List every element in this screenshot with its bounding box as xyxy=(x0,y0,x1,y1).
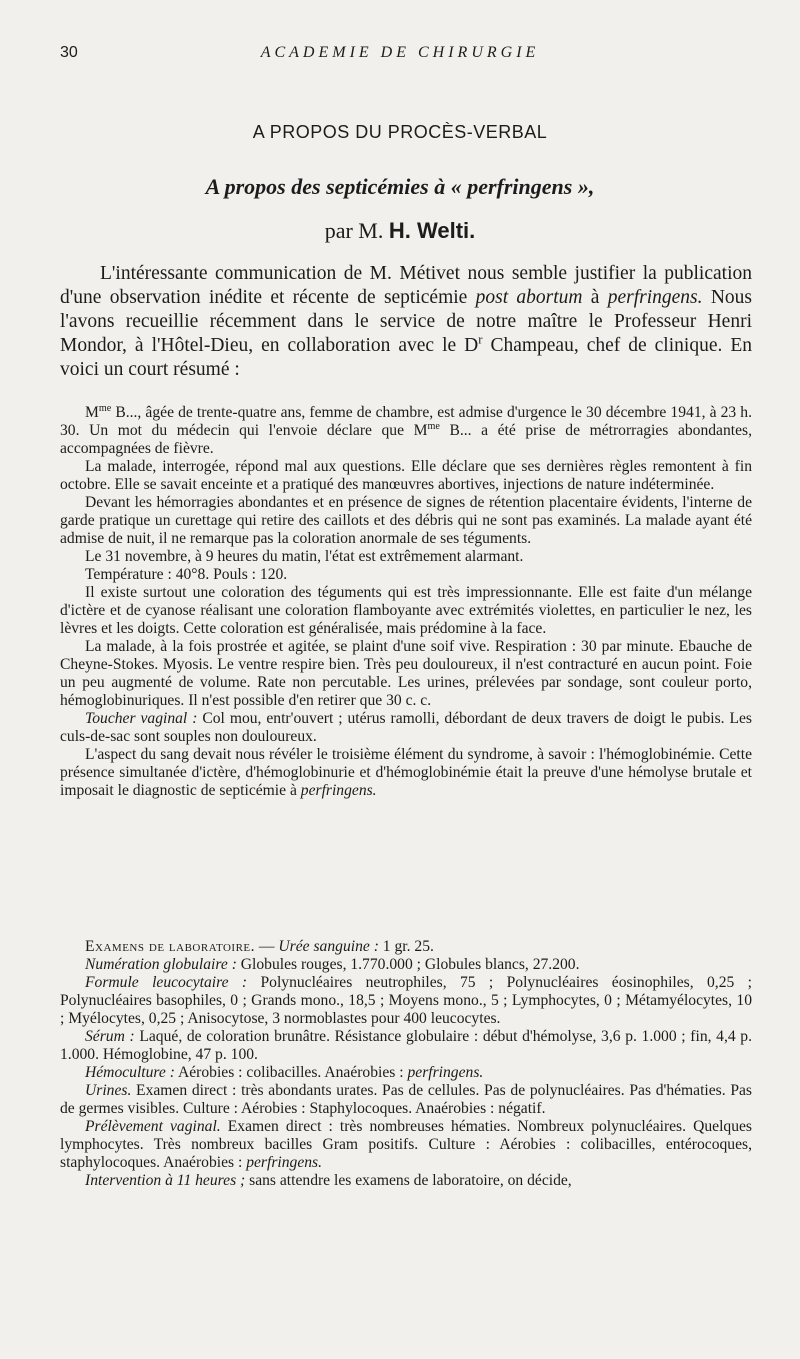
lab-label: Intervention à 11 heures ; xyxy=(85,1172,246,1189)
lab-paragraph xyxy=(60,974,752,1028)
case-superscript: me xyxy=(427,420,440,432)
intro-paragraph xyxy=(60,262,752,382)
lab-label: Urines. xyxy=(85,1082,132,1099)
lab-paragraph xyxy=(60,1118,752,1172)
lab-text: Aérobies : colibacilles. Anaérobies : xyxy=(174,1064,408,1081)
running-header xyxy=(0,44,800,66)
case-label: Toucher vaginal : xyxy=(85,710,198,727)
intro-text: Nous l'avons recueillie récemment dans le service de notre maître le Professeur Henri Mondor, à l'Hôtel-Dieu, en collaboration avec le D xyxy=(60,287,752,356)
lab-paragraph xyxy=(60,956,752,974)
page-number: 30 xyxy=(60,44,78,61)
case-paragraph xyxy=(60,404,752,458)
case-text: Col mou, entr'ouvert ; utérus ramolli, débordant de deux travers de doigt le pubis. Les culs-de-sac sont souples non douloureux. xyxy=(60,710,753,745)
lab-italic: perfringens. xyxy=(246,1154,323,1171)
case-text: M xyxy=(85,404,99,421)
case-paragraph: Devant les hémorragies abondantes et en présence de signes de rétention placentaire évidents, l'interne de garde pratique un curettage qui retire des caillots et des débris qui ne sont pas examinés. La malade ayant été admise de nuit, il ne remarque pas la coloration anormale de ses téguments. xyxy=(60,494,752,547)
case-italic: perfringens. xyxy=(300,782,377,799)
article-title: A propos des septicémies à « perfringens », xyxy=(205,174,595,199)
lab-text: Polynucléaires neutrophiles, 75 ; Polynucléaires éosinophiles, 0,25 ; Polynucléaires basophiles, 0 ; Grands mono., 18,5 ; Moyens mono., 5 ; Lymphocytes, 0 ; Métamyélocytes, 10 ; Myélocytes, 0,25 ; Anisocytose, 3 normoblastes pour 400 leucocytes. xyxy=(60,974,752,1027)
lab-label: Prélèvement vaginal. xyxy=(85,1118,221,1135)
author-name: H. Welti. xyxy=(388,218,476,243)
lab-text: 1 gr. 25. xyxy=(378,938,434,955)
lab-text: — xyxy=(255,938,279,955)
lab-italic: perfringens. xyxy=(407,1064,484,1081)
case-paragraph: Le 31 novembre, à 9 heures du matin, l'état est extrêmement alarmant. xyxy=(85,548,524,565)
lab-heading: Examens de laboratoire. xyxy=(85,938,256,955)
case-paragraph: La malade, à la fois prostrée et agitée, se plaint d'une soif vive. Respiration : 30 par minute. Ebauche de Cheyne-Stokes. Myosis. Le ventre respire bien. Très peu douloureux, il n'est contracturé en aucun point. Foie un peu augmenté de volume. Rate non percutable. Les urines, prélevées par sondage, sont couleur porto, hémoglobinuriques. Il n'est possible d'en retirer que 30 c. c. xyxy=(60,638,752,709)
intro-text: Champeau, chef de clinique. En voici un court résumé : xyxy=(60,335,752,380)
lab-text: sans attendre les examens de laboratoire, on décide, xyxy=(245,1172,572,1189)
intro-text: à xyxy=(582,287,608,308)
lab-label: Hémoculture : xyxy=(85,1064,175,1081)
lab-paragraph xyxy=(60,1172,752,1190)
case-superscript: me xyxy=(98,402,112,414)
lab-text: Examen direct : très nombreuses hématies. Nombreux polynucléaires. Quelques lymphocytes. Très nombreux bacilles Gram positifs. Culture : Aérobies : colibacilles, entérocoques, staphylocoques. Anaérobies : xyxy=(60,1118,752,1171)
case-text: B..., âgée de trente-quatre ans, femme de chambre, est admise d'urgence le 30 décembre 1941, à 23 h. 30. Un mot du médecin qui l'envoie déclare que M xyxy=(60,404,752,439)
case-paragraph: La malade, interrogée, répond mal aux questions. Elle déclare que ses dernières règles remontent à fin octobre. Elle se savait enceinte et a pratiqué des manœuvres abortives, injections de nature indéterminée. xyxy=(60,458,752,493)
case-paragraph: Il existe surtout une coloration des téguments qui est très impressionnante. Elle est faite d'un mélange d'ictère et de cyanose réalisant une coloration flamboyante avec extrémités violettes, en particulier le nez, les lèvres et les doigts. Cette coloration est généralisée, mais prédomine à la face. xyxy=(60,584,752,637)
case-paragraph xyxy=(60,710,752,746)
lab-label: Sérum : xyxy=(85,1028,135,1045)
journal-title: ACADEMIE DE CHIRURGIE xyxy=(260,44,540,61)
lab-label: Numération globulaire : xyxy=(85,956,237,973)
lab-label: Urée sanguine : xyxy=(278,938,379,955)
case-text: B... a été prise de métrorragies abondantes, accompagnées de fièvre. xyxy=(60,422,752,457)
byline-prefix: par M. xyxy=(324,218,384,243)
case-paragraph xyxy=(60,746,752,800)
lab-text: Laqué, de coloration brunâtre. Résistance globulaire : début d'hémolyse, 3,6 p. 1.000 ; fin, 4,4 p. 1.000. Hémoglobine, 47 p. 100. xyxy=(60,1028,753,1063)
case-report xyxy=(60,404,752,800)
lab-results xyxy=(60,938,752,1190)
case-text: L'aspect du sang devait nous révéler le troisième élément du syndrome, à savoir : l'hémoglobinémie. Cette présence simultanée d'ictère, d'hémoglobinurie et d'hémoglobinémie était la preuve d'une hémolyse brutale et imposait le diagnostic de septicémie à xyxy=(60,746,752,799)
lab-text: Examen direct : très abondants urates. Pas de cellules. Pas de polynucléaires. Pas d'hématies. Pas de germes visibles. Culture : Aérobies : Staphylocoques. Anaérobies : négatif. xyxy=(60,1082,752,1117)
intro-superscript: r xyxy=(478,332,483,347)
intro-italic: perfringens. xyxy=(607,287,703,308)
lab-paragraph xyxy=(60,938,752,956)
intro-text: L'intéressante communication de M. Métivet nous semble justifier la publication d'une observation inédite et récente de septicémie xyxy=(60,263,752,308)
lab-paragraph xyxy=(60,1064,752,1082)
lab-paragraph xyxy=(60,1028,752,1064)
lab-text: Globules rouges, 1.770.000 ; Globules blancs, 27.200. xyxy=(236,956,580,973)
lab-label: Formule leucocytaire : xyxy=(85,974,248,991)
lab-paragraph xyxy=(60,1082,752,1118)
section-title: A PROPOS DU PROCÈS-VERBAL xyxy=(252,122,548,142)
intro-italic: post abortum xyxy=(475,287,583,308)
byline xyxy=(0,218,800,244)
case-paragraph: Température : 40°8. Pouls : 120. xyxy=(85,566,288,583)
